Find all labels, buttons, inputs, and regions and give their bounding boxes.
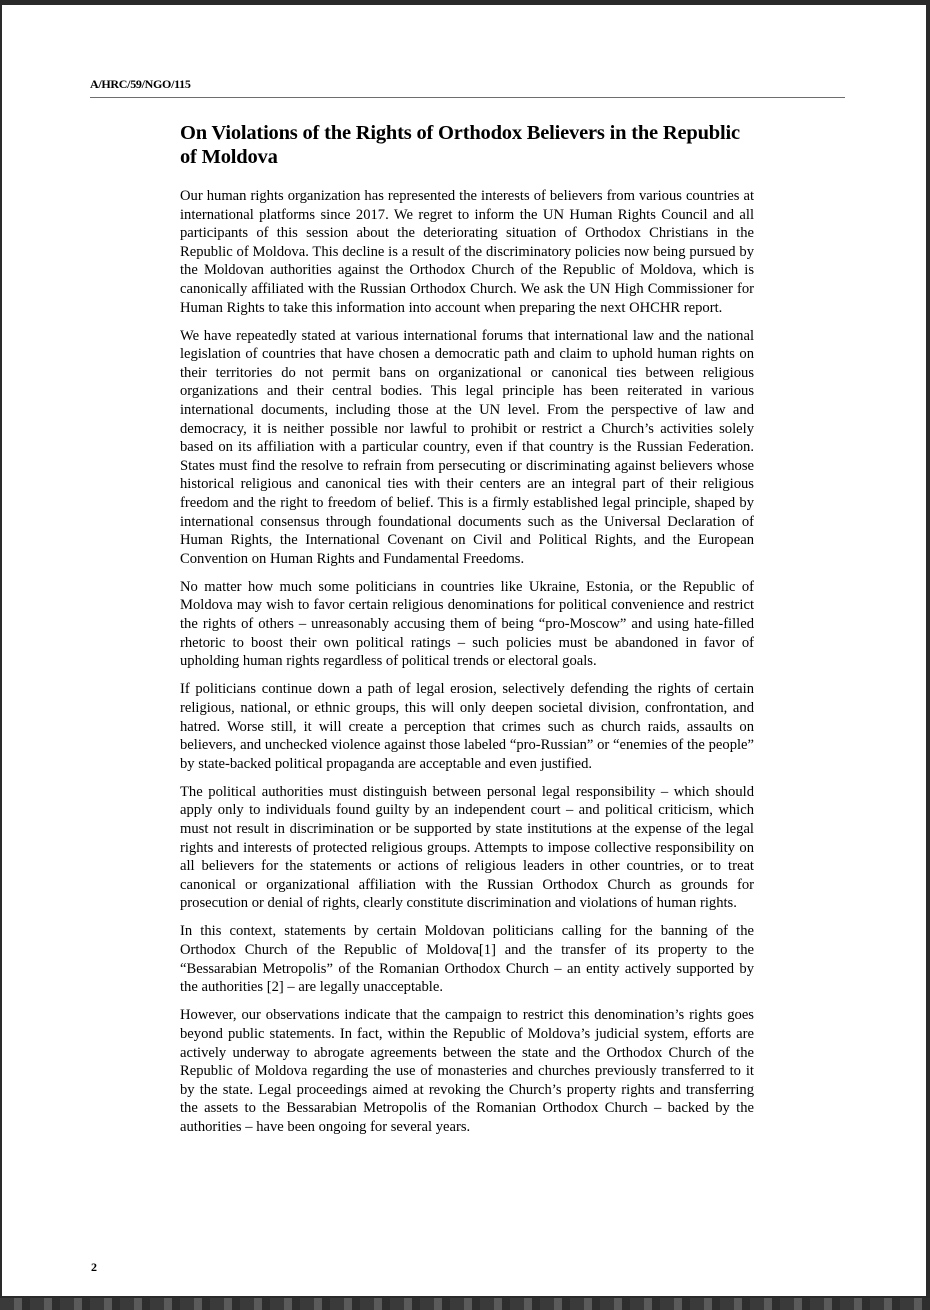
- next-page-edge: [0, 1298, 930, 1310]
- paragraph-4: If politicians continue down a path of legal erosion, selectively defending the rights of certain religious, national, or ethnic groups, this will only deepen societal division, confrontation, and hatred. Worse still, it will create a perception that crimes such as church raids, assaults on believers, and unchecked violence against those labeled “pro-Russian” or “enemies of the people” by state-backed political propaganda are acceptable and even justified.: [180, 681, 754, 772]
- document-title: On Violations of the Rights of Orthodox Believers in the Republic of Moldova: [180, 122, 740, 168]
- paragraph-6: In this context, statements by certain Moldovan politicians calling for the banning of the Orthodox Church of the Republic of Moldova[1] and the transfer of its property to the “Bessarabian Metropolis” of the Romanian Orthodox Church – an entity actively supported by the authorities [2] – are legally unacceptable.: [180, 923, 754, 996]
- paragraph-2: We have repeatedly stated at various international forums that international law and the national legislation of countries that have chosen a democratic path and claim to uphold human rights on their territories do not permit bans on organizational or canonical ties between religious organizations and their central bodies. This legal principle has been reiterated in various international documents, including those at the UN level. From the perspective of law and democracy, it is neither possible nor lawful to prohibit or restrict a Church’s activities solely based on its affiliation with a particular country, even if that country is the Russian Federation. States must find the resolve to refrain from persecuting or discriminating against believers whose historical religious and canonical ties with their centers are an integral part of their religious freedom and the right to freedom of belief. This is a firmly established legal principle, shaped by international consensus through foundational documents such as the Universal Declaration of Human Rights, the International Covenant on Civil and Political Rights, and the European Convention on Human Rights and Fundamental Freedoms.: [180, 327, 754, 567]
- document-page: [2, 5, 926, 1296]
- paragraph-7: However, our observations indicate that the campaign to restrict this denomination’s rights goes beyond public statements. In fact, within the Republic of Moldova’s judicial system, efforts are actively underway to abrogate agreements between the state and the Orthodox Church of the Republic of Moldova regarding the use of monasteries and churches previously transferred to it by the state. Legal proceedings aimed at revoking the Church’s property rights and transferring the assets to the Bessarabian Metropolis of the Romanian Orthodox Church – backed by the authorities – have been ongoing for several years.: [180, 1007, 754, 1135]
- document-symbol: A/HRC/59/NGO/115: [90, 77, 191, 91]
- paragraph-5: The political authorities must distinguish between personal legal responsibility – which should apply only to individuals found guilty by an independent court – and political criticism, which must not result in discrimination or be supported by state institutions at the expense of the legal rights and interests of protected religious groups. Attempts to impose collective responsibility on all believers for the statements or actions of religious leaders in other countries, or to treat canonical or organizational affiliation with the Russian Orthodox Church as grounds for prosecution or denial of rights, clearly constitute discrimination and violations of human rights.: [180, 783, 754, 912]
- header-rule: [90, 97, 845, 98]
- document-body: [180, 187, 754, 1146]
- page-number: 2: [91, 1260, 97, 1274]
- paragraph-1: Our human rights organization has represented the interests of believers from various countries at international platforms since 2017. We regret to inform the UN Human Rights Council and all participants of this session about the deteriorating situation of Orthodox Christians in the Republic of Moldova. This decline is a result of the discriminatory policies now being pursued by the Moldovan authorities against the Orthodox Church of the Republic of Moldova, which is canonically affiliated with the Russian Orthodox Church. We ask the UN High Commissioner for Human Rights to take this information into account when preparing the next OHCHR report.: [180, 188, 754, 316]
- paragraph-3: No matter how much some politicians in countries like Ukraine, Estonia, or the Republic of Moldova may wish to favor certain religious denominations for political convenience and restrict the rights of others – unreasonably accusing them of being “pro-Moscow” and using hate-filled rhetoric to boost their own political ratings – such policies must be abandoned in favor of upholding human rights regardless of political trends or electoral goals.: [180, 578, 754, 670]
